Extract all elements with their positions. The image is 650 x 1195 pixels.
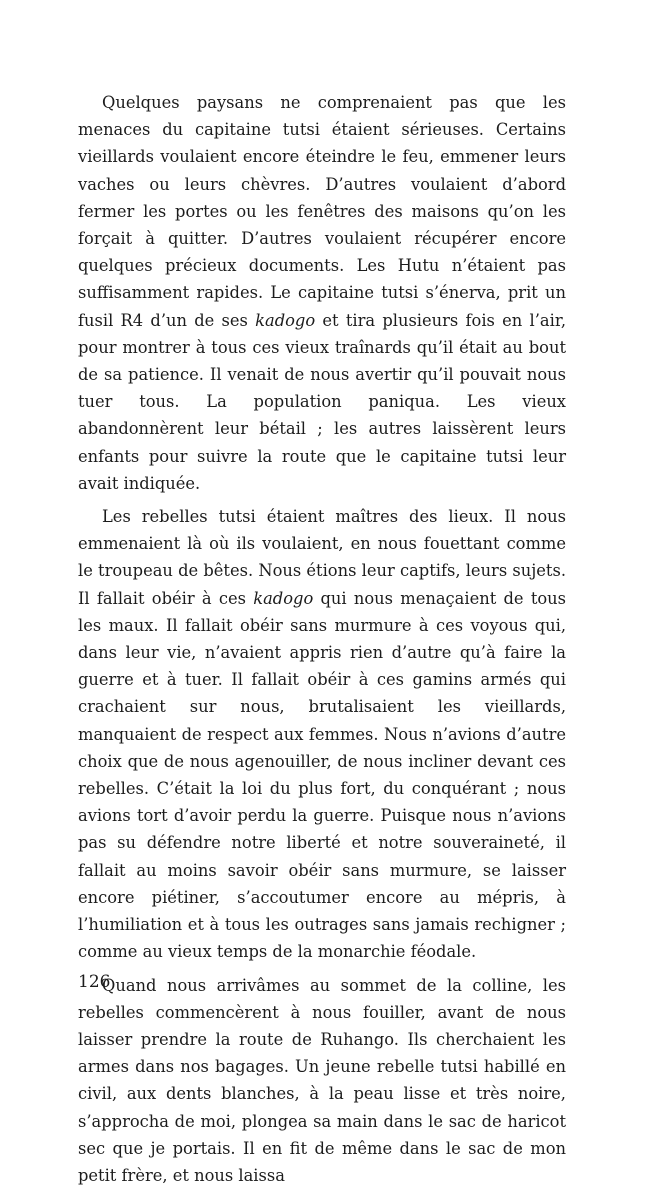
- paragraph-2: [78, 503, 566, 965]
- paragraph-1-text-b: et tira plusieurs fois en l’air, pour montrer à tous ces vieux traînards qu’il était au bout de sa patience. Il venait de nous avertir qu’il pouvait nous tuer tous. La population paniqua. Les vieux abandonnèrent leur bétail ; les autres laissèrent leurs enfants pour suivre la route que le capitaine tutsi leur avait indiquée.: [78, 310, 566, 493]
- book-page-body: [78, 89, 566, 1195]
- paragraph-3: [78, 972, 566, 1190]
- paragraph-2-text-a: Les rebelles tutsi étaient maîtres des lieux. Il nous emmenaient là où ils voulaient, en nous fouettant comme le troupeau de bêtes. Nous étions leur captifs, leurs sujets. Il fallait obéir à ces: [78, 507, 566, 608]
- paragraph-3-text: Quand nous arrivâmes au sommet de la colline, les rebelles commencèrent à nous fouiller, avant de nous laisser prendre la route de Ruhango. Ils cherchaient les armes dans nos bagages. Un jeune rebelle tutsi habillé en civil, aux dents blanches, à la peau lisse et très noire, s’approcha de moi, plongea sa main dans le sac de haricot sec que je portais. Il en fit de même dans le sac de mon petit frère, et nous laissa: [78, 975, 566, 1185]
- paragraph-1: [78, 89, 566, 497]
- paragraph-2-italic-kadogo: kadogo: [253, 588, 314, 608]
- paragraph-1-italic-kadogo: kadogo: [255, 310, 316, 330]
- page-number: 126: [78, 972, 111, 992]
- paragraph-2-text-b: qui nous menaçaient de tous les maux. Il fallait obéir sans murmure à ces voyous qui, dans leur vie, n’avaient appris rien d’autre qu’à faire la guerre et à tuer. Il fallait obéir à ces gamins armés qui crachaient sur nous, brutalisaient les vieillards, manquaient de respect aux femmes. Nous n’avions d’autre choix que de nous agenouiller, de nous incliner devant ces rebelles. C’était la loi du plus fort, du conquérant ; nous avions tort d’avoir perdu la guerre. Puisque nous n’avions pas su défendre notre liberté et notre souveraineté, il fallait au moins savoir obéir sans murmure, se laisser encore piétiner, s’accoutumer encore au mépris, à l’humiliation et à tous les outrages sans jamais rechigner ; comme au vieux temps de la monarchie féodale.: [78, 588, 566, 962]
- paragraph-1-text-a: Quelques paysans ne comprenaient pas que les menaces du capitaine tutsi étaient sérieuses. Certains vieillards voulaient encore éteindre le feu, emmener leurs vaches ou leurs chèvres. D’autres voulaient d’abord fermer les portes ou les fenêtres des maisons qu’on les forçait à quitter. D’autres voulaient récupérer encore quelques précieux documents. Les Hutu n’étaient pas suffisamment rapides. Le capitaine tutsi s’énerva, prit un fusil R4 d’un de ses: [78, 93, 566, 330]
